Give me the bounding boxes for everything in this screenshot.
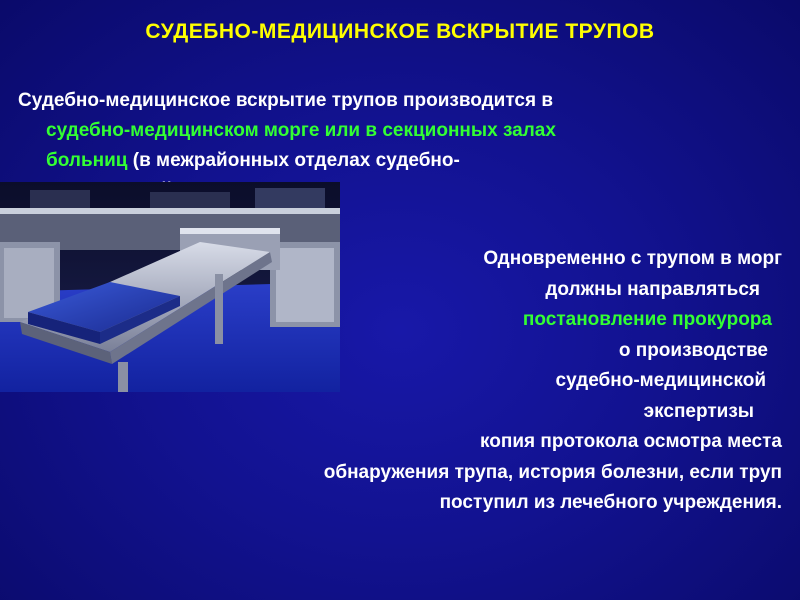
documents-line-8: обнаружения трупа, история болезни, если труп — [323, 461, 782, 483]
documents-line-9: поступил из лечебного учреждения. — [439, 492, 782, 513]
intro-line-3-green: больниц — [46, 150, 128, 171]
slide-title: СУДЕБНО-МЕДИЦИНСКОЕ ВСКРЫТИЕ ТРУПОВ — [145, 20, 655, 43]
intro-line-2: судебно-медицинском морге или в секционных залах — [46, 120, 556, 141]
documents-line-7: копия протокола осмотра места — [480, 431, 782, 452]
documents-line-2: должны направляться — [545, 278, 760, 300]
documents-line-1: Одновременно с трупом в морг — [483, 248, 782, 269]
intro-line-3 — [18, 146, 788, 176]
documents-line-3: постановление прокурора — [522, 309, 772, 330]
documents-line-5: судебно-медицинской — [555, 370, 766, 391]
documents-line-4: о производстве — [618, 339, 768, 361]
required-documents-block — [142, 244, 782, 519]
intro-line-1: Судебно-медицинское вскрытие трупов производится в — [18, 90, 554, 111]
documents-line-6: экспертизы — [643, 400, 754, 422]
intro-line-3-white: (в межрайонных отделах судебно- — [127, 150, 460, 171]
